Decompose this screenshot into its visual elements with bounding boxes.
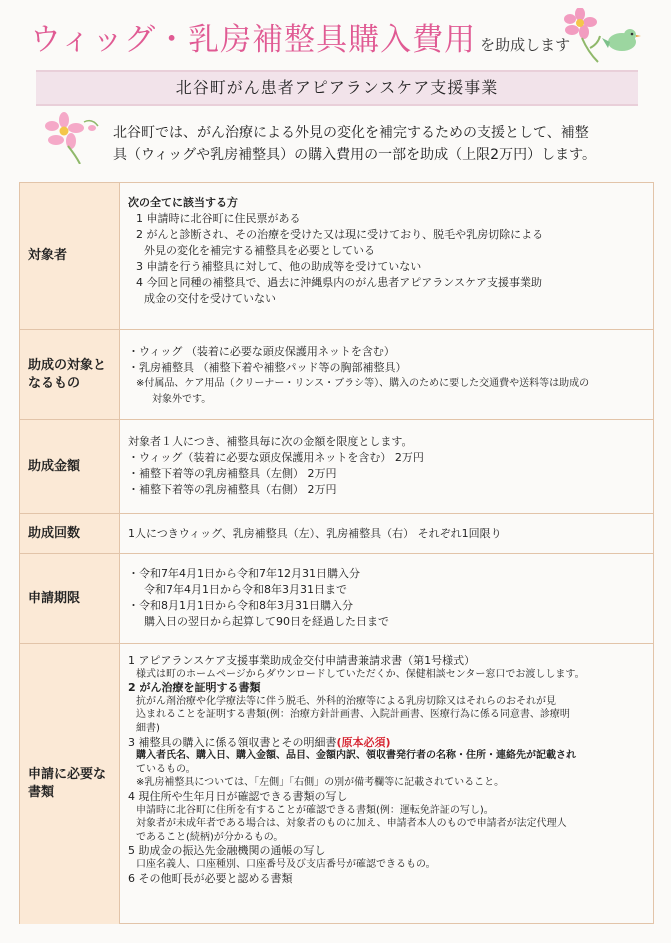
- row-label: 対象者: [28, 248, 68, 263]
- doc-4: 4 現住所や生年月日が確認できる書類の写し: [128, 789, 348, 803]
- period-line-3: ・令和8月1月1日から令和8年3月31日購入分: [128, 599, 353, 612]
- intro-line-1: 北谷町では、がん治療による外見の変化を補完するための支援として、補整: [113, 125, 589, 141]
- items-label-line-1: 助成の対象と: [28, 358, 107, 373]
- row-content: [128, 434, 645, 498]
- page-title-main: ウィッグ・乳房補整具購入費用: [30, 22, 477, 58]
- doc-6: 6 その他町長が必要と認める書類: [128, 871, 293, 885]
- row-period: [20, 553, 653, 644]
- doc-4-note-2: 対象者が未成年者である場合は、対象者のものに加え、申請者本人のもので申請者が法定代理人: [136, 818, 567, 830]
- row-label-cell: [20, 183, 120, 329]
- amount-line-1: 対象者１人につき、補整具毎に次の金額を限度とします。: [128, 435, 413, 448]
- doc-1: 1 アピアランスケア支援事業助成金交付申請書兼請求書（第1号様式）: [128, 654, 476, 667]
- row-target: [20, 183, 653, 329]
- items-note-cont: 対象外です。: [152, 394, 212, 405]
- row-label-cell: [20, 554, 120, 644]
- period-line-4: 購入日の翌日から起算して90日を経過した日まで: [144, 615, 389, 628]
- page-title: [30, 14, 570, 62]
- period-line-2: 令和7年4月1日から令和8年3月31日まで: [144, 583, 347, 596]
- documents-label-line-2: 書類: [28, 785, 55, 800]
- period-line-1: ・令和7年4月1日から令和7年12月31日購入分: [128, 567, 360, 580]
- page-title-suffix: を助成します: [480, 36, 571, 54]
- row-content: [128, 526, 645, 542]
- row-count: [20, 513, 653, 554]
- target-item-2: 2 がんと診断され、その治療を受けた又は現に受けており、脱毛や乳房切除による: [136, 228, 544, 241]
- subtitle-banner: 北谷町がん患者アピアランスケア支援事業: [36, 70, 638, 106]
- info-table: [19, 182, 654, 924]
- target-heading: 次の全てに該当する方: [128, 196, 238, 209]
- doc-3-required-badge: (原本必須): [336, 735, 391, 749]
- row-content: [128, 566, 645, 630]
- doc-3-note-3: ※乳房補整具については、「左側」「右側」の別が備考欄等に記載されていること。: [136, 777, 505, 789]
- cosmos-bird-illustration-icon: [562, 8, 642, 64]
- target-item-4: 4 今回と同種の補整具で、過去に沖縄県内のがん患者アピアランスケア支援事業助: [136, 276, 542, 289]
- doc-2-note-2: 込まれることを証明する書類(例：治療方針計画書、入院計画書、医療行為に係る同意書、診療明: [136, 709, 570, 721]
- row-content: [128, 654, 645, 885]
- doc-4-note-3: であること(続柄)が分かるもの。: [136, 831, 284, 843]
- row-label-cell: [20, 644, 120, 924]
- row-content: [128, 344, 645, 408]
- amount-line-4: ・補整下着等の乳房補整具（右側） 2万円: [128, 483, 337, 496]
- row-label: [28, 357, 106, 393]
- documents-label-line-1: 申請に必要な: [28, 767, 107, 782]
- target-item-4-cont: 成金の交付を受けていない: [144, 292, 276, 305]
- row-label-cell: [20, 330, 120, 420]
- doc-1-note: 様式は町のホームページからダウンロードしていただくか、保健相談センター窓口でお渡しします。: [136, 668, 585, 680]
- row-items: [20, 329, 653, 420]
- items-label-line-2: なるもの: [28, 376, 81, 391]
- doc-3-note-1: 購入者氏名、購入日、購入金額、品目、金額内訳、領収書発行者の名称・住所・連絡先が記載され: [136, 750, 576, 762]
- row-content: [128, 195, 645, 307]
- amount-line-2: ・ウィッグ（装着に必要な頭皮保護用ネットを含む） 2万円: [128, 451, 424, 464]
- items-line-2: ・乳房補整具 （補整下着や補整パッド等の胸部補整具）: [128, 361, 407, 374]
- doc-5-note: 口座名義人、口座種別、口座番号及び支店番号が確認できるもの。: [136, 858, 436, 870]
- doc-4-note-1: 申請時に北谷町に住所を有することが確認できる書類(例：運転免許証の写し)。: [136, 804, 494, 816]
- row-label-cell: [20, 420, 120, 514]
- row-documents: [20, 643, 653, 924]
- items-line-1: ・ウィッグ （装着に必要な頭皮保護用ネットを含む）: [128, 345, 395, 358]
- row-amount: [20, 419, 653, 514]
- doc-3: [128, 736, 645, 750]
- row-label: [28, 766, 106, 802]
- intro-text: [113, 122, 633, 166]
- cosmos-flower-icon: [40, 112, 102, 164]
- doc-2-note-3: 細書): [136, 722, 160, 734]
- count-text: 1人につきウィッグ、乳房補整具（左）、乳房補整具（右） それぞれ1回限り: [128, 527, 502, 540]
- target-item-2-cont: 外見の変化を補完する補整具を必要としている: [144, 244, 375, 257]
- target-item-3: 3 申請を行う補整具に対して、他の助成等を受けていない: [136, 260, 422, 273]
- intro-line-2: 具（ウィッグや乳房補整具）の購入費用の一部を助成（上限2万円）します。: [113, 147, 596, 163]
- doc-2-note-1: 抗がん剤治療や化学療法等に伴う脱毛、外科的治療等による乳房切除又はそれらのおそれが見: [136, 695, 556, 707]
- doc-2: 2 がん治療を証明する書類: [128, 681, 261, 695]
- row-label: 助成回数: [28, 526, 81, 541]
- target-item-1: 1 申請時に北谷町に住民票がある: [136, 212, 301, 225]
- row-label: 助成金額: [28, 459, 81, 474]
- doc-5: 5 助成金の振込先金融機関の通帳の写し: [128, 844, 326, 858]
- amount-line-3: ・補整下着等の乳房補整具（左側） 2万円: [128, 467, 337, 480]
- doc-3-note-2: ているもの。: [136, 763, 196, 775]
- doc-3-text: 3 補整具の購入に係る領収書とその明細書: [128, 735, 337, 749]
- row-label: 申請期限: [28, 591, 81, 606]
- row-label-cell: [20, 514, 120, 554]
- items-note: ※付属品、ケア用品（クリーナー・リンス・ブラシ等）、購入のために要した交通費や送料等は助成の: [136, 378, 590, 389]
